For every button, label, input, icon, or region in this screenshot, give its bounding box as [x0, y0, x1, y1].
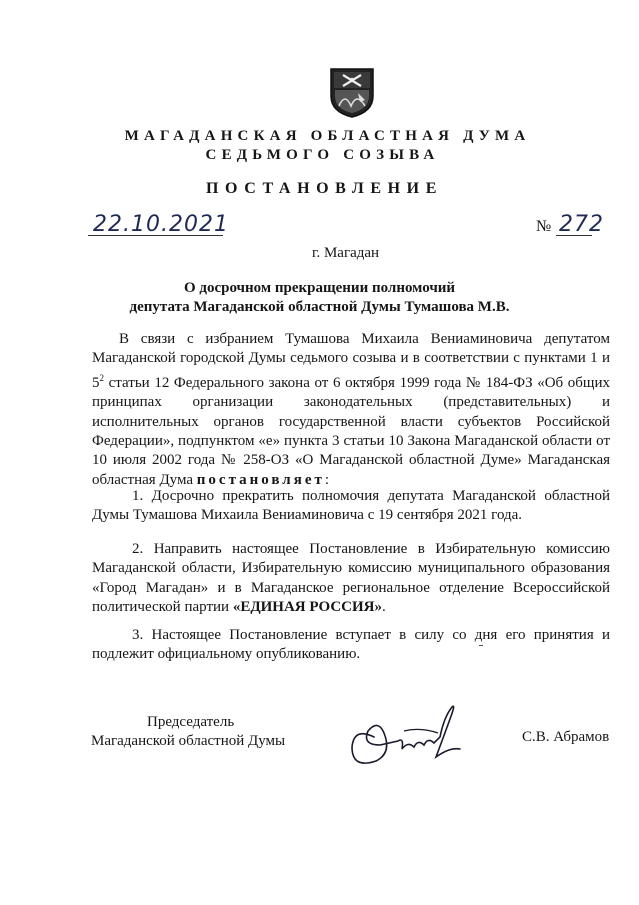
handwritten-signature: [344, 697, 464, 779]
resolves-word: постановляет: [196, 471, 325, 488]
city: г. Магадан: [312, 245, 380, 261]
preamble-end: :: [324, 471, 330, 488]
coat-of-arms-icon: [329, 66, 375, 118]
document-subject: [0, 279, 639, 317]
preamble-text-a: В связи с избранием Тумашова Михаила Вениаминовича депутатом Магаданской городской Думы седьмого созыва и в соответствии с пунктами 1 и 5: [92, 331, 610, 391]
clause-2-text: 2. Направить настоящее Постановление в Избирательную комиссию Магаданской области, Избирательную комиссию муниципального образования «Город Магадан» и в Магаданское региональное отделение Всероссийской политической партии: [92, 541, 610, 616]
subject-line-2: депутата Магаданской областной Думы Тумашова М.В.: [129, 299, 510, 315]
signatory-title-line-2: Магаданской областной Думы: [91, 733, 286, 749]
organization-name: МАГАДАНСКАЯ ОБЛАСТНАЯ ДУМА: [124, 128, 531, 144]
signatory-title: [91, 713, 285, 751]
document-type: ПОСТАНОВЛЕНИЕ: [206, 180, 443, 197]
convocation: СЕДЬМОГО СОЗЫВА: [205, 147, 440, 163]
clause-2-end: .: [381, 599, 386, 616]
signatory-title-line-1: Председатель: [147, 714, 235, 730]
document-date: 22.10.2021: [93, 212, 229, 237]
stray-mark: [479, 645, 483, 646]
document-number: 272: [559, 212, 604, 237]
preamble-text-b: статьи 12 Федерального закона от 6 октября 1999 года № 184-ФЗ «Об общих принципах организации законодательных (представительных) и исполнительных органов государственной власти субъектов Российской Федерации», подпунктом «е» пункта 3 статьи 10 Закона Магаданской области от 10 июля 2002 года № 258-ОЗ «О Магаданской областной Думе» Магаданская областная Дума: [92, 374, 610, 488]
subject-line-1: О досрочном прекращении полномочий: [183, 280, 456, 296]
clause-3: 3. Настоящее Постановление вступает в силу со дня его принятия и подлежит официальному опубликованию.: [92, 627, 610, 663]
number-underline: [556, 235, 592, 236]
date-underline: [88, 235, 223, 236]
preamble-paragraph: [92, 330, 610, 490]
clause-2: [92, 540, 610, 618]
party-name: «ЕДИНАЯ РОССИЯ»: [232, 599, 382, 616]
signatory-name: С.В. Абрамов: [522, 729, 610, 745]
number-label: №: [536, 218, 552, 235]
superscript: 2: [99, 372, 104, 383]
clause-1: 1. Досрочно прекратить полномочия депутата Магаданской областной Думы Тумашова Михаила Вениаминовича с 19 сентября 2021 года.: [92, 488, 610, 524]
